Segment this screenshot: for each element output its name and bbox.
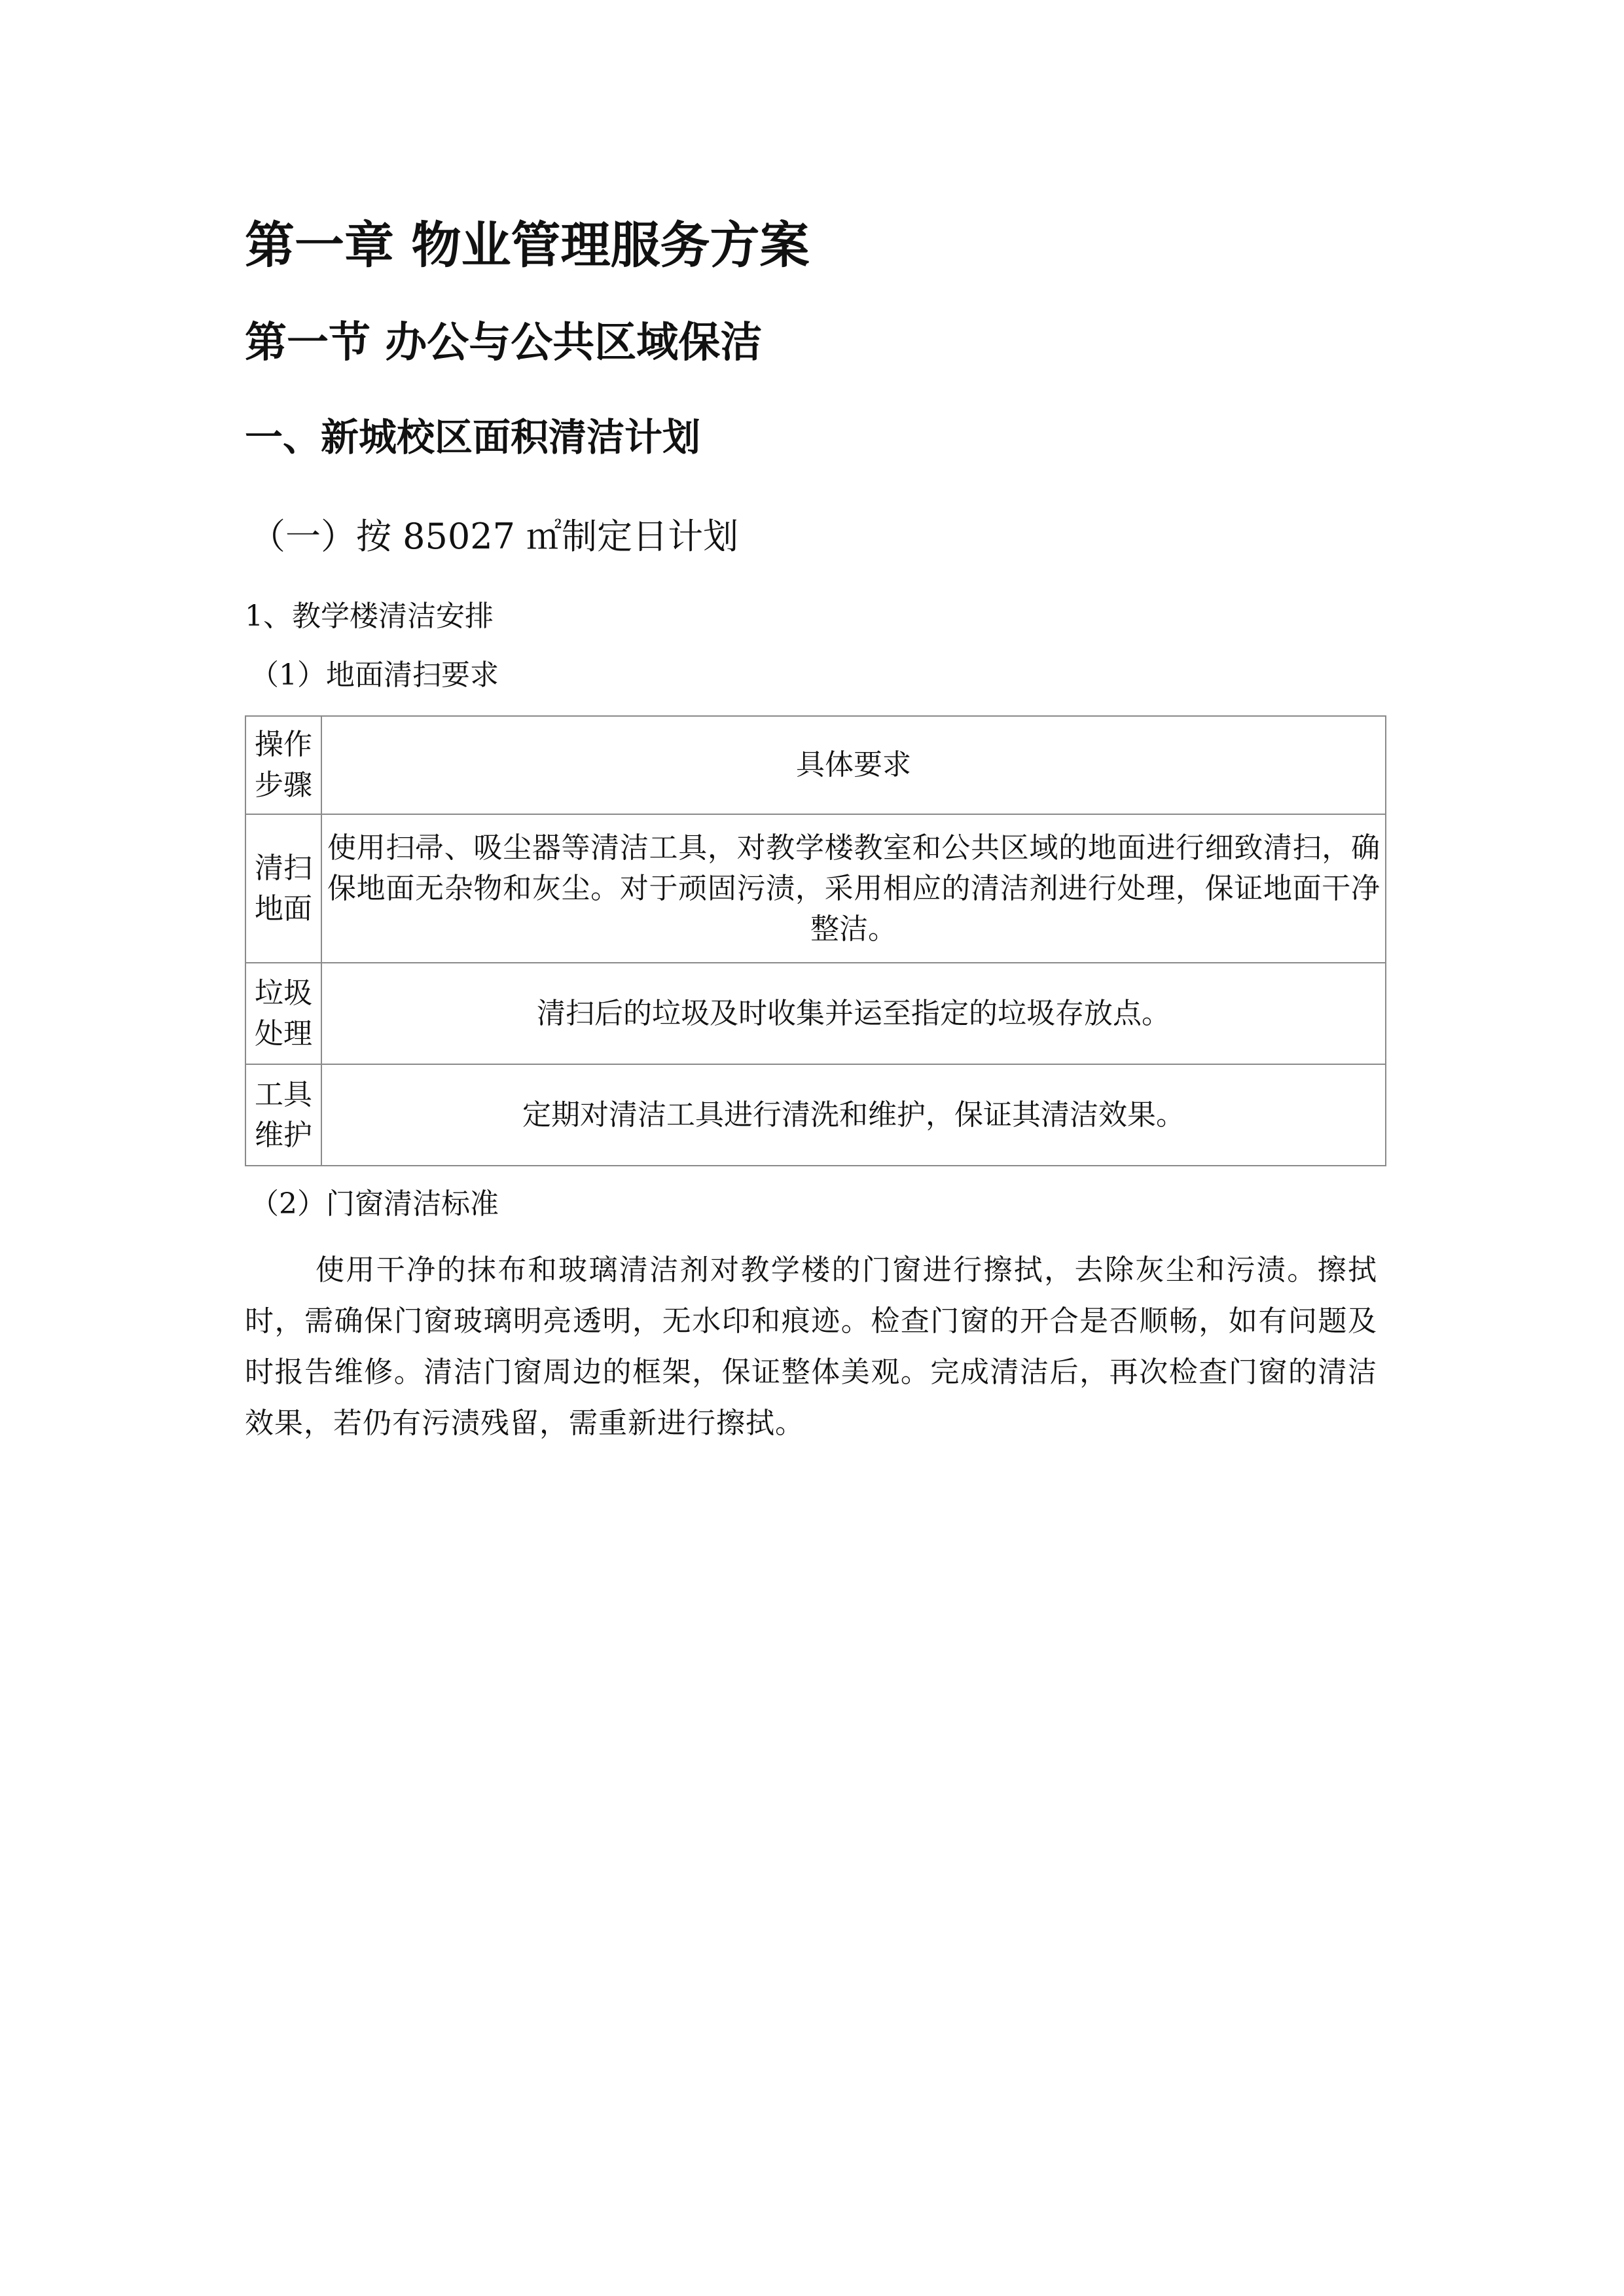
subitem-2-title: （2）门窗清洁标准 (250, 1187, 499, 1221)
window-cleaning-paragraph: 使用干净的抹布和玻璃清洁剂对教学楼的门窗进行擦拭，去除灰尘和污渍。擦拭时，需确保门窗玻璃明亮透明，无水印和痕迹。检查门窗的开合是否顺畅，如有问题及时报告维修。清洁门窗周边的框架，保证整体美观。完成清洁后，再次检查门窗的清洁效果，若仍有污渍残留，需重新进行擦拭。 (245, 1253, 1377, 1440)
table-row (245, 1064, 1386, 1166)
header-requirement-cell: 具体要求 (321, 716, 1386, 814)
floor-cleaning-requirements-table (245, 715, 1386, 1166)
plan-title: （一）按 85027 ㎡制定日计划 (250, 516, 739, 557)
subsection-title: 一、新城校区面积清洁计划 (245, 415, 701, 459)
requirement-cell: 定期对清洁工具进行清洗和维护，保证其清洁效果。 (321, 1064, 1386, 1166)
step-cell: 垃圾处理 (245, 963, 321, 1064)
table-row (245, 963, 1386, 1064)
step-cell: 工具维护 (245, 1064, 321, 1166)
requirement-cell: 使用扫帚、吸尘器等清洁工具，对教学楼教室和公共区域的地面进行细致清扫，确保地面无杂物和灰尘。对于顽固污渍，采用相应的清洁剂进行处理，保证地面干净整洁。 (321, 814, 1386, 963)
subitem-1-title: （1）地面清扫要求 (250, 658, 499, 692)
table-row (245, 814, 1386, 963)
table-header-row (245, 716, 1386, 814)
step-cell: 清扫地面 (245, 814, 321, 963)
section-title: 第一节 办公与公共区域保洁 (245, 319, 763, 367)
item-title: 1、教学楼清洁安排 (245, 600, 494, 633)
header-step-cell: 操作步骤 (245, 716, 321, 814)
chapter-title: 第一章 物业管理服务方案 (245, 216, 810, 274)
requirement-cell: 清扫后的垃圾及时收集并运至指定的垃圾存放点。 (321, 963, 1386, 1064)
